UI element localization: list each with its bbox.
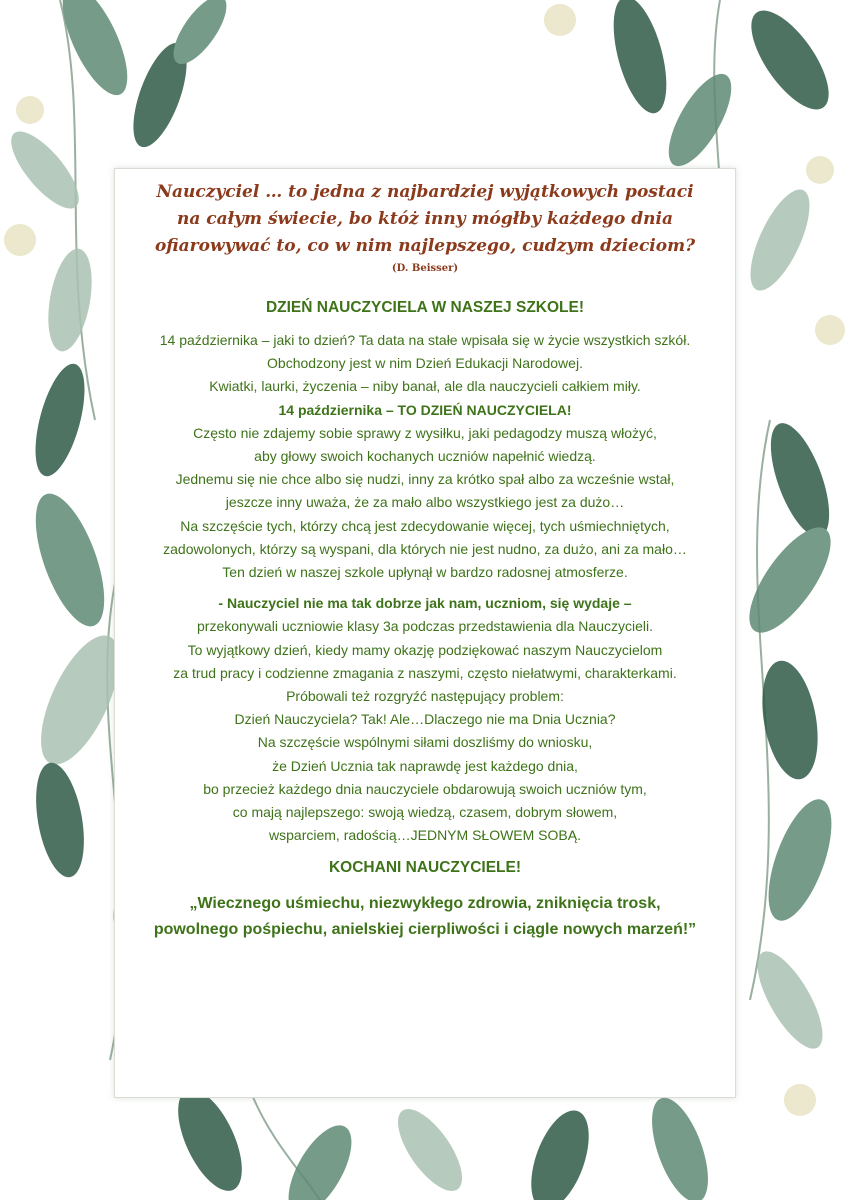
body-line: Jednemu się nie chce albo się nudzi, inny za krótko spał albo za wcześnie wstał, — [175, 471, 675, 488]
quote — [115, 179, 735, 260]
body-line: co mają najlepszego: swoją wiedzą, czasem, dobrym słowem, — [232, 804, 618, 821]
body-line: aby głowy swoich kochanych uczniów napełnić wiedzą. — [254, 448, 596, 465]
body-line: bo przecież każdego dnia nauczyciele obdarowują swoich uczniów tym, — [203, 780, 647, 797]
wishes — [115, 891, 735, 943]
body-line: Ten dzień w naszej szkole upłynął w bardzo radosnej atmosferze. — [222, 564, 628, 581]
body-line: Obchodzony jest w nim Dzień Edukacji Narodowej. — [267, 355, 583, 372]
quote-line: Nauczyciel … to jedna z najbardziej wyjątkowych postaci — [156, 182, 694, 202]
body-line: za trud pracy i codzienne zmagania z naszymi, często niełatwymi, charakterkami. — [173, 664, 677, 681]
body-line: Dzień Nauczyciela? Tak! Ale…Dlaczego nie ma Dnia Ucznia? — [234, 711, 616, 728]
wishes-line: powolnego pośpiechu, anielskiej cierpliwości i ciągle nowych marzeń!” — [153, 921, 697, 939]
body-line: zadowolonych, którzy są wyspani, dla których nie jest nudno, za dużo, ani za mało… — [163, 540, 687, 557]
body-line: Kwiatki, laurki, życzenia – niby banał, ale dla nauczycieli całkiem miły. — [209, 378, 641, 395]
closing-heading: KOCHANI NAUCZYCIELE! — [328, 859, 522, 877]
body-line: Na szczęście wspólnymi siłami doszliśmy do wniosku, — [257, 734, 593, 751]
article-body — [115, 329, 735, 847]
body-line-emphasis: 14 października – TO DZIEŃ NAUCZYCIELA! — [278, 401, 572, 418]
body-line: wsparciem, radością…JEDNYM SŁOWEM SOBĄ. — [269, 827, 581, 844]
quote-line: ofiarowywać to, co w nim najlepszego, cudzym dzieciom? — [154, 236, 696, 256]
text-card — [114, 168, 736, 1098]
quote-line: na całym świecie, bo któż inny mógłby każdego dnia — [176, 209, 674, 229]
body-line: przekonywali uczniowie klasy 3a podczas przedstawienia dla Nauczycieli. — [197, 618, 653, 635]
article-heading: DZIEŃ NAUCZYCIELA W NASZEJ SZKOLE! — [265, 299, 585, 316]
body-line: że Dzień Ucznia tak naprawdę jest każdego dnia, — [272, 757, 578, 774]
body-line: Próbowali też rozgryźć następujący problem: — [286, 688, 564, 705]
body-line: 14 października – jaki to dzień? Ta data na stałe wpisała się w życie wszystkich szkół. — [159, 332, 691, 348]
body-line: Często nie zdajemy sobie sprawy z wysiłku, jaki pedagodzy muszą włożyć, — [193, 424, 657, 441]
wishes-line: „Wiecznego uśmiechu, niezwykłego zdrowia, zniknięcia trosk, — [189, 895, 661, 913]
quote-author: (D. Beisser) — [391, 263, 459, 274]
body-line-emphasis: - Nauczyciel nie ma tak dobrze jak nam, uczniom, się wydaje – — [218, 595, 632, 612]
body-line: To wyjątkowy dzień, kiedy mamy okazję podziękować naszym Nauczycielom — [187, 641, 663, 658]
body-line: Na szczęście tych, którzy chcą jest zdecydowanie więcej, tych uśmiechniętych, — [180, 517, 670, 534]
body-line: jeszcze inny uważa, że za mało albo wszystkiego jest za dużo… — [225, 494, 625, 511]
